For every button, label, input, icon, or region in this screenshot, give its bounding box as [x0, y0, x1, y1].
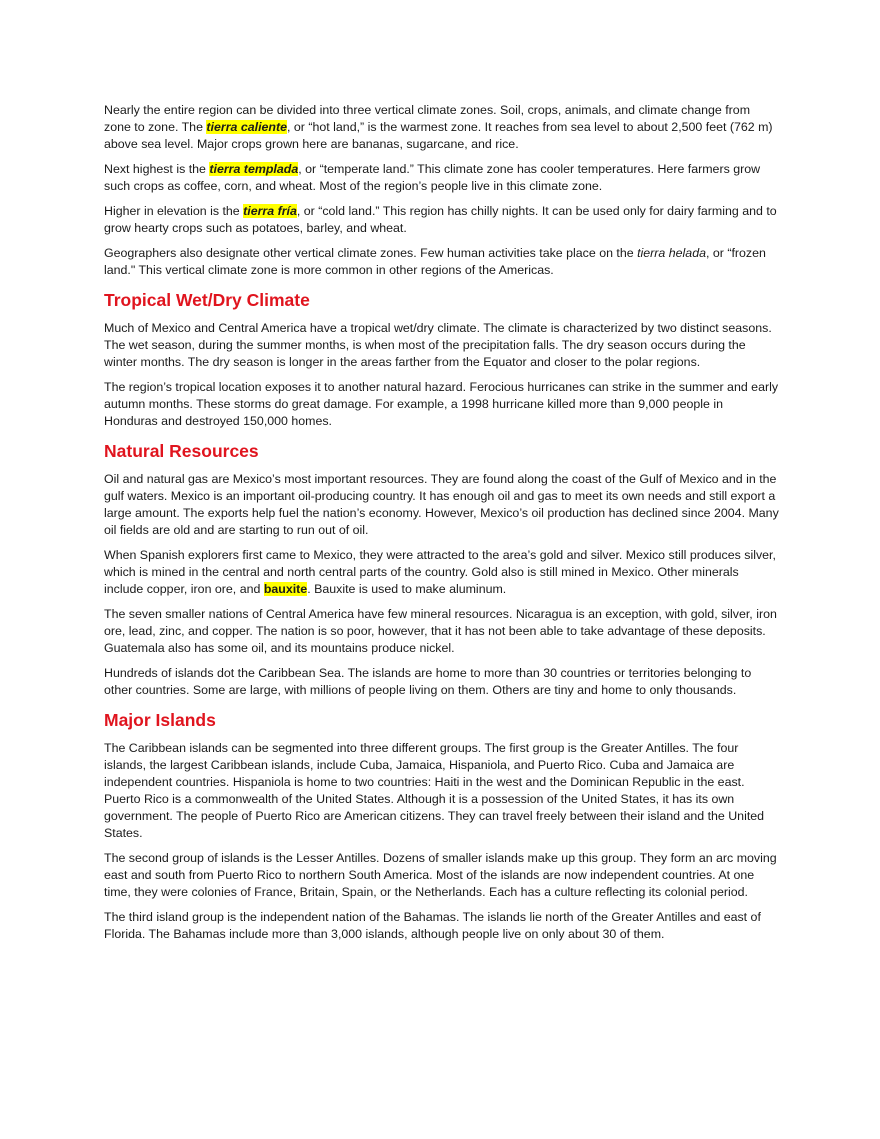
paragraph-text: , or “hot land,” is the warmest zone. It reaches from sea level to about 2,500 feet (762 m) above sea level. Major crops grown here are bananas, sugarcane, and rice.: [104, 120, 773, 151]
highlighted-term-tierra-templada: tierra templada: [209, 162, 299, 176]
paragraph-tropical-climate: Much of Mexico and Central America have a tropical wet/dry climate. The climate is characterized by two distinct seasons. The wet season, during the summer months, is when most of the precipitation falls. The dry season occurs during the winter months. The dry season is longer in the areas farther from the Equator and closer to the polar regions.: [104, 321, 772, 369]
paragraph-text: , or “cold land.” This region has chilly nights. It can be used only for dairy farming and to grow hearty crops such as potatoes, barley, and wheat.: [104, 204, 777, 235]
paragraph-greater-antilles: The Caribbean islands can be segmented into three different groups. The first group is the Greater Antilles. The four islands, the largest Caribbean islands, include Cuba, Jamaica, Hispaniola, and Puerto Rico. Cuba and Jamaica are independent countries. Hispaniola is home to two countries: Haiti in the west and the Dominican Republic in the east. Puerto Rico is a commonwealth of the United States. Although it is a possession of the United States, it has its own government. The people of Puerto Rico are American citizens. They can travel freely between their island and the United States.: [104, 741, 765, 840]
highlighted-term-tierra-fria: tierra fría: [243, 204, 297, 218]
paragraph-minerals: [104, 547, 780, 598]
paragraph-lesser-antilles: The second group of islands is the Lesser Antilles. Dozens of smaller islands make up this group. They form an arc moving east and south from Puerto Rico to northern South America. Most of the islands are now independent countries. At one time, they were colonies of France, Britain, Spain, or the Netherlands. Each has a culture reflecting its colonial period.: [104, 851, 777, 899]
paragraph-hurricanes: The region’s tropical location exposes it to another natural hazard. Ferocious hurricanes can strike in the summer and early autumn months. These storms do great damage. For example, a 1998 hurricane killed more than 9,000 people in Honduras and destroyed 150,000 homes.: [104, 380, 779, 428]
heading-major-islands: Major Islands: [104, 710, 216, 730]
paragraph-central-america-resources: The seven smaller nations of Central America have few mineral resources. Nicaragua is an exception, with gold, silver, iron ore, lead, zinc, and copper. The nation is so poor, however, that it has not been able to take advantage of these deposits. Guatemala also has some oil, and its mountains produce nickel.: [104, 607, 777, 655]
paragraph-text: , or “temperate land.” This climate zone has cooler temperatures. Here farmers grow such crops as coffee, corn, and wheat. Most of the region’s people live in this climate zone.: [104, 162, 761, 193]
paragraph-tierra-templada: [104, 161, 780, 195]
paragraph-tierra-helada: [104, 245, 780, 279]
paragraph-text: Geographers also designate other vertical climate zones. Few human activities take place on the: [104, 246, 638, 260]
paragraph-text: . Bauxite is used to make aluminum.: [307, 582, 507, 596]
paragraph-text: When Spanish explorers first came to Mexico, they were attracted to the area’s gold and silver. Mexico still produces silver, which is mined in the central and north central parts of the country. Gold also is still mined in Mexico. Other minerals include copper, iron ore, and: [104, 548, 776, 596]
paragraph-text: Next highest is the: [104, 162, 210, 176]
heading-tropical-wet-dry-climate: Tropical Wet/Dry Climate: [104, 290, 310, 310]
paragraph-text: , or “frozen land." This vertical climate zone is more common in other regions of the Americas.: [104, 246, 766, 277]
paragraph-caribbean-islands: Hundreds of islands dot the Caribbean Sea. The islands are home to more than 30 countries or territories belonging to other countries. Some are large, with millions of people living on them. Others are tiny and home to only thousands.: [104, 666, 752, 697]
paragraph-bahamas: The third island group is the independent nation of the Bahamas. The islands lie north of the Greater Antilles and east of Florida. The Bahamas include more than 3,000 islands, although people live on only about 30 of them.: [104, 910, 761, 941]
heading-natural-resources: Natural Resources: [104, 441, 259, 461]
paragraph-climate-zones: [104, 102, 780, 153]
paragraph-text: Higher in elevation is the: [104, 204, 244, 218]
paragraph-tierra-fria: [104, 203, 780, 237]
highlighted-term-bauxite: bauxite: [263, 582, 308, 596]
paragraph-text: Nearly the entire region can be divided into three vertical climate zones. Soil, crops, animals, and climate change from zone to zone. The: [104, 103, 751, 134]
paragraph-oil-gas: Oil and natural gas are Mexico’s most important resources. They are found along the coast of the Gulf of Mexico and in the gulf waters. Mexico is an important oil-producing country. It has enough oil and gas to meet its own needs and still export a large amount. The exports help fuel the nation’s economy. However, Mexico’s oil production has declined since 2004. Many oil fields are old and are starting to run out of oil.: [104, 472, 779, 537]
italic-term-tierra-helada: tierra helada: [637, 246, 706, 260]
highlighted-term-tierra-caliente: tierra caliente: [206, 120, 288, 134]
document-page: [104, 102, 780, 951]
